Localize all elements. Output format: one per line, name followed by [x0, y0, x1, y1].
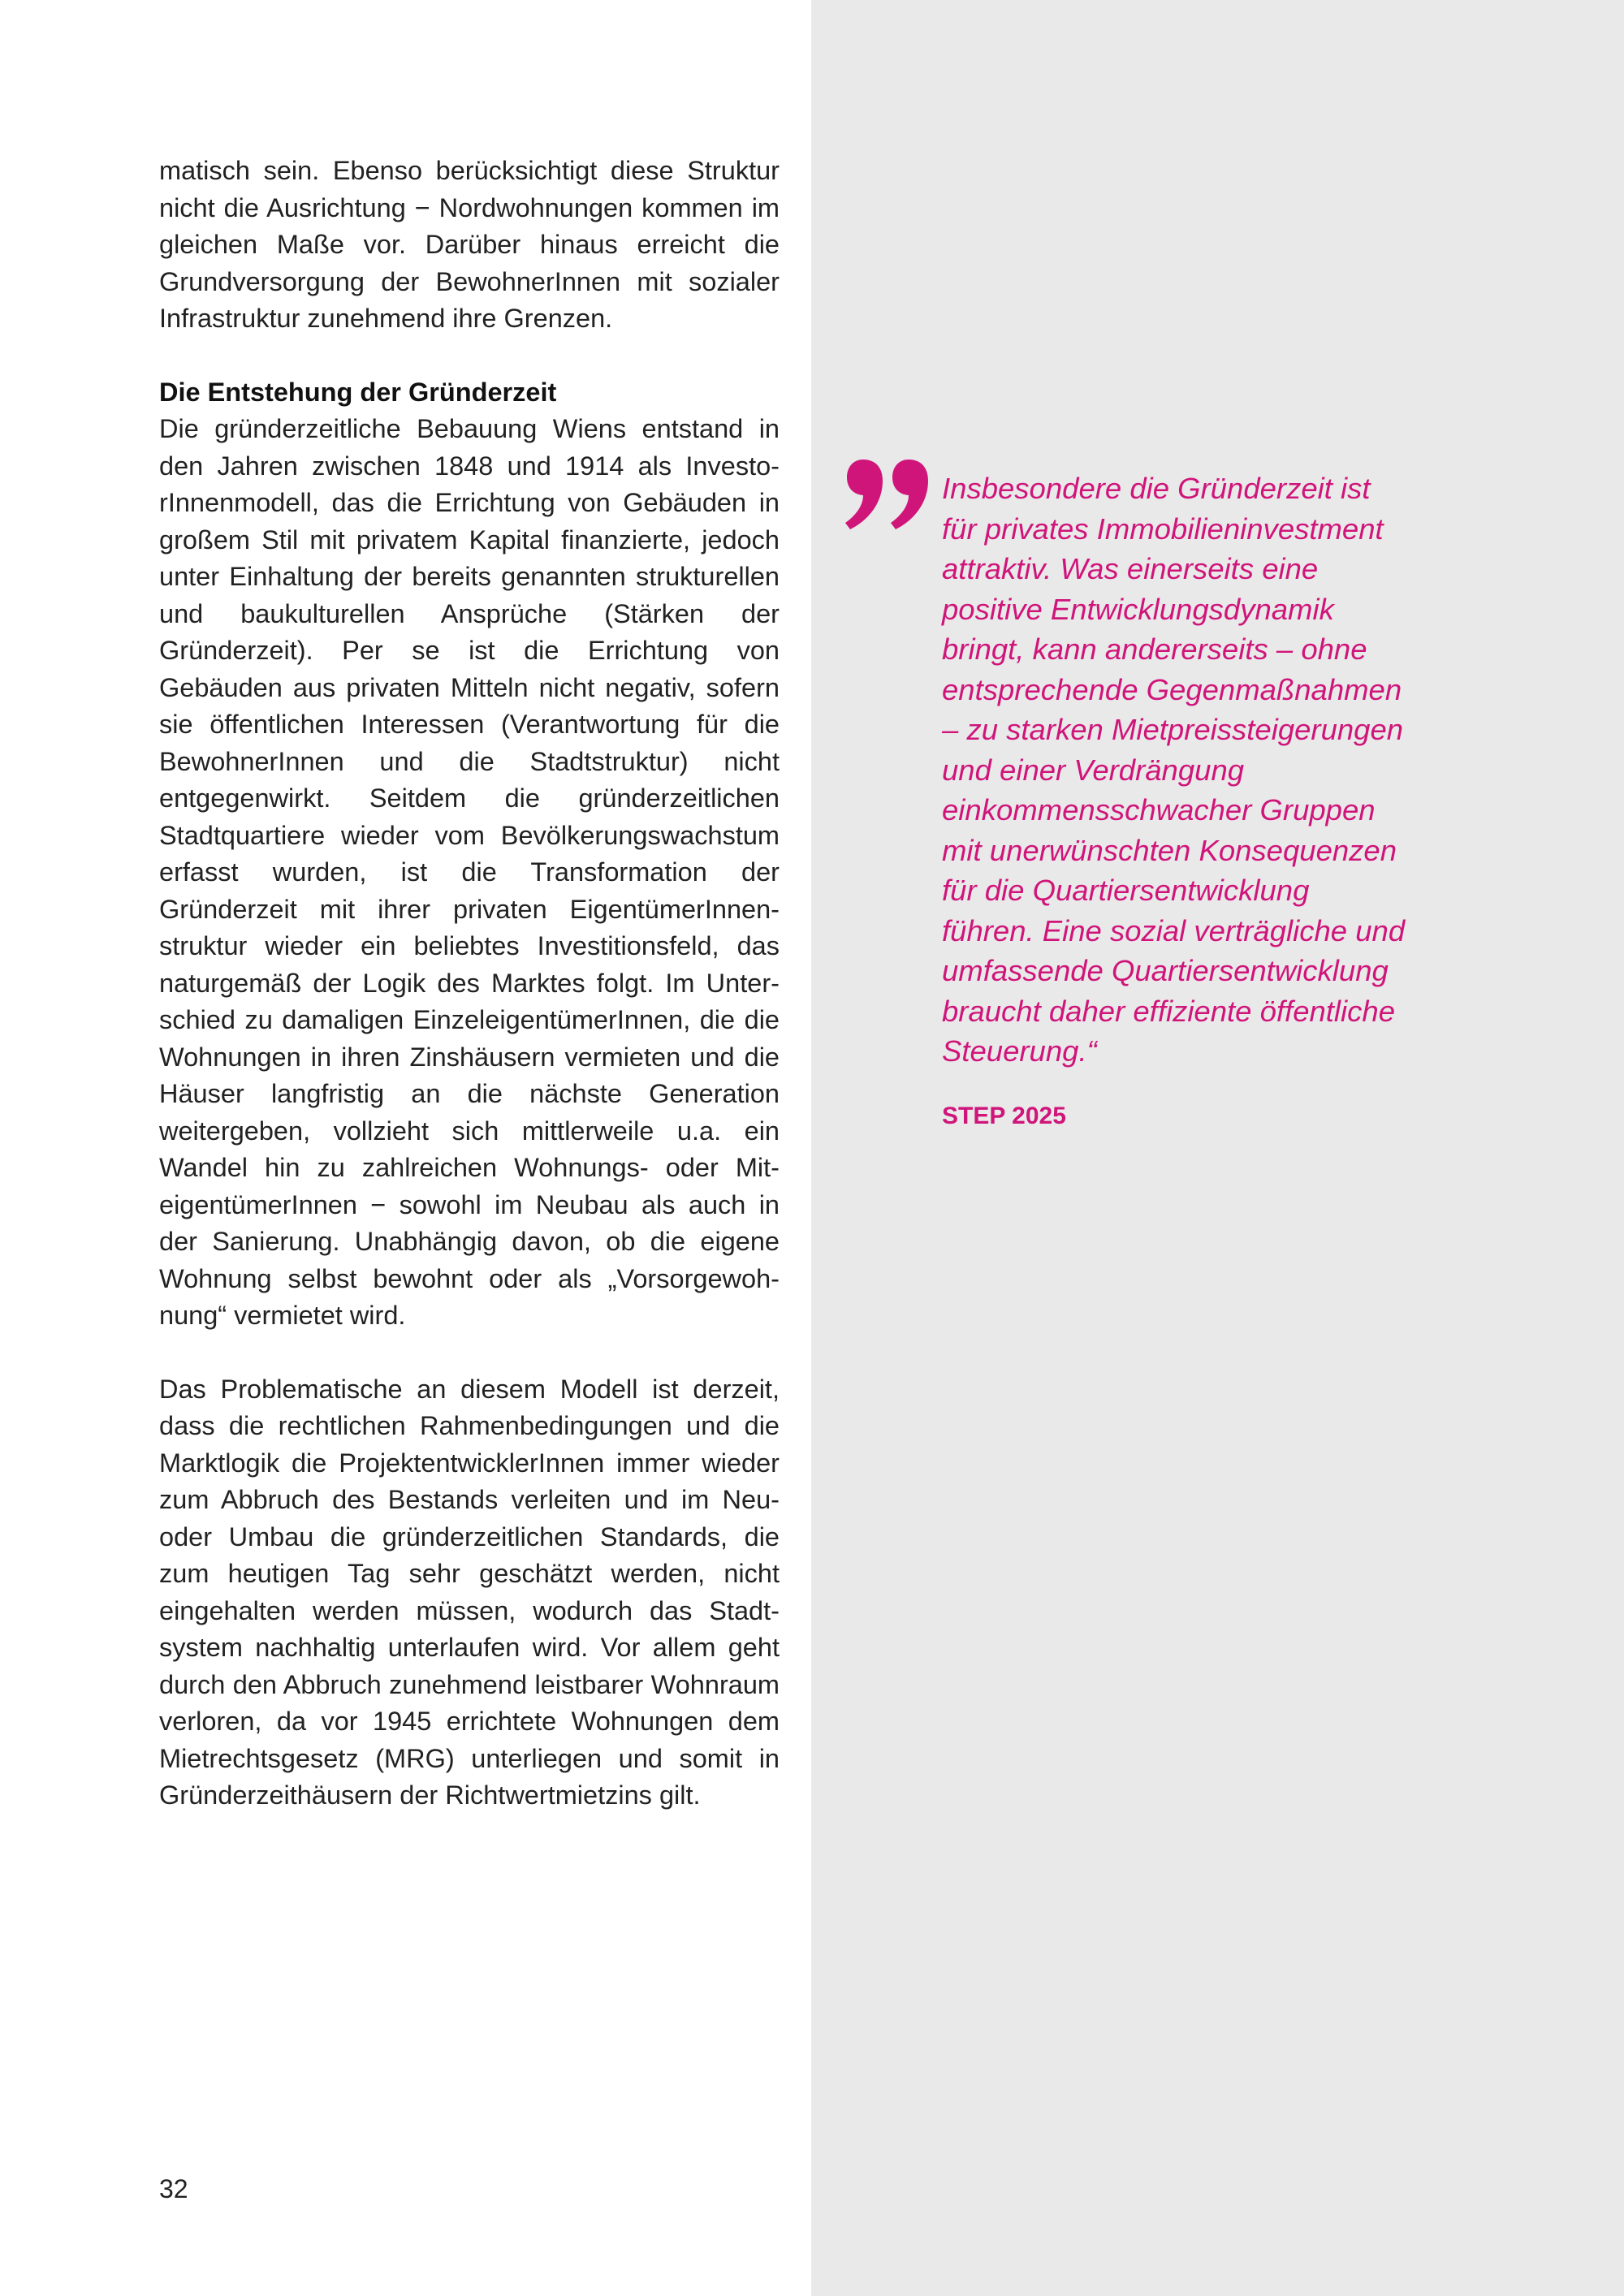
main-text-column — [159, 153, 780, 1815]
page-number: 32 — [159, 2174, 188, 2203]
body-paragraph-2: Das Problematische an diesem Modell ist derzeit, dass die rechtlichen Rahmenbedingungen und die Marktlogik die ProjektentwicklerInnen immer wieder zum Abbruch des Bestands verleiten und im Neu- oder Umbau die gründerzeitlichen Standards, die zum heutigen Tag sehr geschätzt werden, nicht eingehalten werden müssen, wodurch das Stadtsystem nachhaltig unterlaufen wird. Vor allem geht durch den Abbruch zunehmend leistbarer Wohnraum verloren, da vor 1945 errichtete Wohnungen dem Mietrechtsgesetz (MRG) unterliegen und somit in Gründerzeithäusern der Richtwertmietzins gilt. — [159, 1374, 780, 1810]
quote-line: mit unerwünschten Konsequenzen — [942, 833, 1397, 867]
quote-line: – zu starken Mietpreissteigerungen — [942, 713, 1404, 746]
quote-line: entsprechende Gegenmaßnahmen — [942, 672, 1402, 706]
quote-line: Insbesondere die Gründerzeit ist — [942, 472, 1371, 505]
section-heading: Die Entstehung der Gründerzeit — [159, 377, 557, 407]
quote-line: und einer Verdrängung — [942, 753, 1245, 787]
quote-line: für die Quartiersentwicklung — [942, 874, 1310, 907]
quote-line: führen. Eine sozial verträgliche und — [942, 913, 1406, 947]
quote-line: für privates Immobilieninvestment — [942, 511, 1384, 546]
quote-line: umfassende Quartiersentwicklung — [942, 954, 1389, 987]
quote-mark-icon — [840, 455, 930, 560]
quote-line: attraktiv. Was einerseits eine — [942, 552, 1319, 585]
body-paragraph-1: Die gründerzeitliche Bebauung Wiens entstand in den Jahren zwischen 1848 und 1914 als InvestorInnenmodell, das die Errichtung von Gebäuden in großem Stil mit privatem Kapital finanzierte, jedoch unter Einhaltung der bereits genannten strukturellen und baukulturellen Ansprüche (Stärken der Gründerzeit). Per se ist die Errichtung von Gebäuden aus privaten Mitteln nicht negativ, sofern sie öffentlichen Interessen (Verantwortung für die BewohnerInnen und die Stadtstruktur) nicht entgegenwirkt. Seitdem die gründerzeitlichen Stadtquartiere wieder vom Bevölkerungswachstum erfasst wurden, ist die Transformation der Gründerzeit mit ihrer privaten EigentümerInnenstruktur wieder ein beliebtes Investitionsfeld, das naturgemäß der Logik des Marktes folgt. Im Unterschied zu damaligen EinzeleigentümerInnen, die die Wohnungen in ihren Zinshäusern vermieten und die Häuser langfristig an die nächste Generation weitergeben, vollzieht sich mittlerweile u.a. ein Wandel hin zu zahlreichen Wohnungs- oder MiteigentümerInnen − sowohl im Neubau als auch in der Sanierung. Unabhängig davon, ob die eigene Wohnung selbst bewohnt oder als „Vorsorgewohnung“ vermietet wird. — [159, 414, 780, 1330]
quote-line: braucht daher effiziente öffentliche — [942, 994, 1395, 1028]
quote-sidebar-background — [811, 0, 1624, 2296]
quote-line: einkommensschwacher Gruppen — [942, 793, 1376, 826]
quote-source: STEP 2025 — [942, 1103, 1066, 1129]
quote-line: positive Entwicklungsdynamik — [942, 592, 1334, 626]
quote-line: bringt, kann andererseits – ohne — [942, 632, 1367, 666]
quote-line: Steuerung.“ — [942, 1034, 1097, 1068]
intro-paragraph: matisch sein. Ebenso berücksichtigt diese Struktur nicht die Ausrichtung − Nordwohnungen kommen im gleichen Maße vor. Darüber hinaus erreicht die Grundversorgung der BewohnerInnen mit sozialer Infrastruktur zunehmend ihre Grenzen. — [159, 156, 780, 333]
pull-quote — [942, 468, 1429, 1072]
